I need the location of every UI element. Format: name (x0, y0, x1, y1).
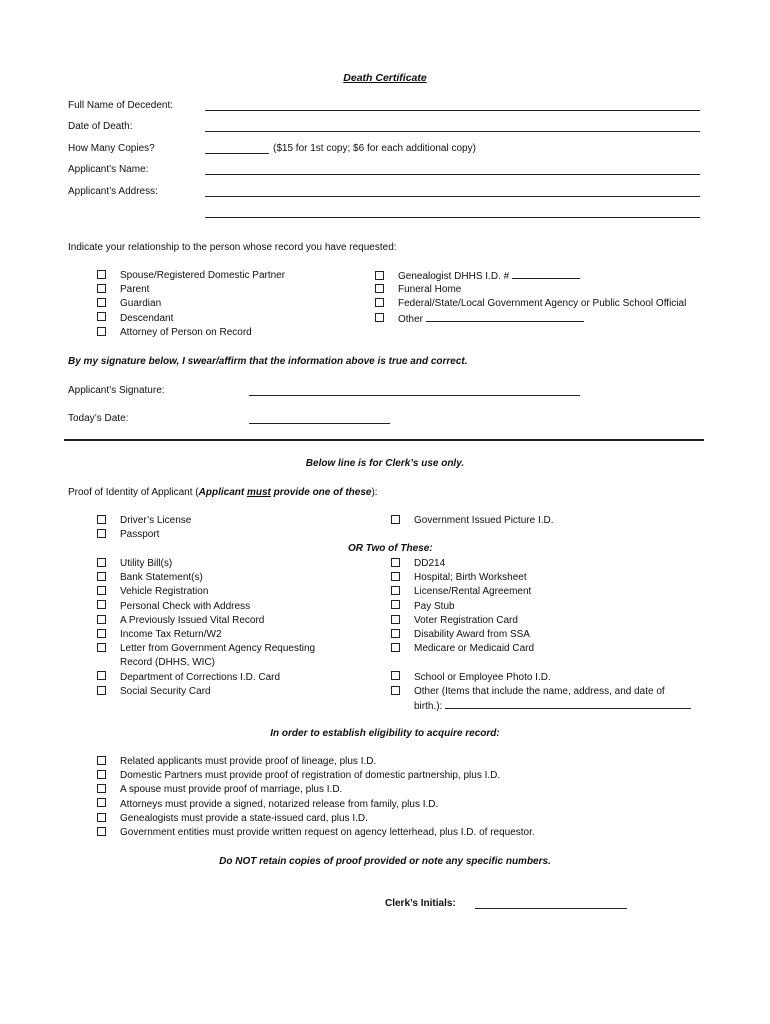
list-item[interactable]: Attorneys must provide a signed, notarized release from family, plus I.D. (97, 798, 535, 812)
checkbox[interactable] (97, 671, 106, 680)
list-item[interactable]: Utility Bill(s) (97, 557, 315, 571)
checkbox[interactable] (391, 515, 400, 524)
list-item[interactable]: Bank Statement(s) (97, 571, 315, 585)
section-divider (64, 439, 704, 441)
checkbox[interactable] (375, 271, 384, 280)
list-item[interactable]: Attorney of Person on Record (97, 326, 285, 340)
checkbox[interactable] (97, 515, 106, 524)
list-item[interactable]: Income Tax Return/W2 (97, 628, 315, 642)
relationship-prompt: Indicate your relationship to the person whose record you have requested: (68, 242, 397, 253)
signature-field[interactable] (249, 395, 580, 396)
checkbox[interactable] (97, 270, 106, 279)
checkbox[interactable] (391, 629, 400, 638)
other-id-field[interactable] (445, 699, 691, 709)
checkbox[interactable] (97, 529, 106, 538)
todays-date-label: Today’s Date: (68, 413, 129, 424)
clerk-initials-label: Clerk’s Initials: (385, 898, 456, 909)
list-item[interactable]: Descendant (97, 312, 285, 326)
checkbox[interactable] (97, 586, 106, 595)
list-item[interactable]: Genealogists must provide a state-issued card, plus I.D. (97, 812, 535, 826)
relationship-list-right (375, 269, 686, 326)
list-item[interactable]: School or Employee Photo I.D. (391, 671, 691, 685)
list-item[interactable]: A spouse must provide proof of marriage, plus I.D. (97, 783, 535, 797)
two-of-list-right (391, 557, 691, 713)
checkbox[interactable] (97, 572, 106, 581)
list-item[interactable]: Related applicants must provide proof of lineage, plus I.D. (97, 755, 535, 769)
list-item[interactable]: Government Issued Picture I.D. (391, 514, 554, 528)
copies-field[interactable] (205, 153, 269, 154)
decedent-name-field[interactable] (205, 110, 700, 111)
list-item[interactable]: Guardian (97, 297, 285, 311)
list-item-continuation: birth.): (391, 699, 691, 713)
list-item[interactable]: DD214 (391, 557, 691, 571)
checkbox[interactable] (391, 671, 400, 680)
list-item[interactable]: Other (375, 312, 686, 326)
list-item[interactable]: A Previously Issued Vital Record (97, 614, 315, 628)
checkbox[interactable] (97, 629, 106, 638)
applicant-address-field-1[interactable] (205, 196, 700, 197)
list-item[interactable]: Letter from Government Agency Requesting (97, 642, 315, 656)
one-of-list-right (391, 514, 554, 528)
list-item[interactable]: Government entities must provide written request on agency letterhead, plus I.D. of requestor. (97, 826, 535, 840)
list-item[interactable]: Medicare or Medicaid Card (391, 642, 691, 656)
checkbox[interactable] (97, 770, 106, 779)
checkbox[interactable] (97, 813, 106, 822)
date-of-death-label: Date of Death: (68, 121, 133, 132)
list-item[interactable]: Disability Award from SSA (391, 628, 691, 642)
applicant-name-label: Applicant’s Name: (68, 164, 149, 175)
list-item[interactable]: Genealogist DHHS I.D. # (375, 269, 686, 283)
checkbox[interactable] (97, 312, 106, 321)
checkbox[interactable] (375, 298, 384, 307)
relationship-list-left (97, 269, 285, 340)
checkbox[interactable] (97, 827, 106, 836)
list-item[interactable]: Parent (97, 283, 285, 297)
checkbox[interactable] (391, 615, 400, 624)
clerk-use-header: Below line is for Clerk’s use only. (305, 458, 465, 469)
page-title: Death Certificate (343, 72, 427, 84)
checkbox[interactable] (97, 327, 106, 336)
date-of-death-field[interactable] (205, 131, 700, 132)
list-item[interactable]: License/Rental Agreement (391, 585, 691, 599)
list-item[interactable]: Hospital; Birth Worksheet (391, 571, 691, 585)
checkbox[interactable] (97, 686, 106, 695)
list-item[interactable]: Spouse/Registered Domestic Partner (97, 269, 285, 283)
checkbox[interactable] (97, 784, 106, 793)
proof-of-identity-label: Proof of Identity of Applicant (Applicant must provide one of these): (68, 487, 378, 498)
eligibility-list (97, 755, 535, 840)
applicant-address-field-2[interactable] (205, 217, 700, 218)
checkbox[interactable] (391, 558, 400, 567)
list-item[interactable]: Federal/State/Local Government Agency or Public School Official (375, 297, 686, 311)
checkbox[interactable] (97, 615, 106, 624)
signature-label: Applicant’s Signature: (68, 385, 165, 396)
two-of-list-left (97, 557, 315, 699)
list-item[interactable]: Vehicle Registration (97, 585, 315, 599)
or-two-of-these-label: OR Two of These: (348, 543, 433, 554)
checkbox[interactable] (391, 686, 400, 695)
checkbox[interactable] (97, 558, 106, 567)
copies-label: How Many Copies? (68, 143, 155, 154)
checkbox[interactable] (97, 798, 106, 807)
checkbox[interactable] (391, 643, 400, 652)
list-spacer (391, 656, 691, 670)
genealogist-id-field[interactable] (512, 269, 580, 279)
list-item[interactable]: Passport (97, 528, 191, 542)
other-relationship-field[interactable] (426, 312, 584, 322)
checkbox[interactable] (391, 572, 400, 581)
decedent-name-label: Full Name of Decedent: (68, 100, 174, 111)
eligibility-header: In order to establish eligibility to acquire record: (270, 728, 500, 739)
checkbox[interactable] (97, 600, 106, 609)
retain-note: Do NOT retain copies of proof provided or note any specific numbers. (219, 856, 551, 867)
list-item[interactable]: Domestic Partners must provide proof of registration of domestic partnership, plus I.D. (97, 769, 535, 783)
copies-price-note: ($15 for 1st copy; $6 for each additional copy) (273, 143, 476, 154)
applicant-address-label: Applicant’s Address: (68, 186, 158, 197)
checkbox[interactable] (375, 313, 384, 322)
checkbox[interactable] (391, 586, 400, 595)
checkbox[interactable] (97, 284, 106, 293)
list-item[interactable]: Other (Items that include the name, address, and date of (391, 685, 691, 699)
list-item[interactable]: Driver’s License (97, 514, 191, 528)
list-item-continuation: Record (DHHS, WIC) (120, 657, 216, 669)
list-item[interactable]: Voter Registration Card (391, 614, 691, 628)
one-of-list-left (97, 514, 191, 542)
list-item[interactable]: Personal Check with Address (97, 600, 315, 614)
checkbox[interactable] (375, 284, 384, 293)
oath-statement: By my signature below, I swear/affirm that the information above is true and correct. (68, 356, 468, 367)
list-item[interactable]: Funeral Home (375, 283, 686, 297)
checkbox[interactable] (97, 756, 106, 765)
clerk-initials-field[interactable] (475, 908, 627, 909)
list-item[interactable]: Department of Corrections I.D. Card (97, 671, 315, 685)
list-item[interactable]: Social Security Card (97, 685, 315, 699)
checkbox[interactable] (391, 600, 400, 609)
applicant-name-field[interactable] (205, 174, 700, 175)
todays-date-field[interactable] (249, 423, 390, 424)
checkbox[interactable] (97, 298, 106, 307)
checkbox[interactable] (97, 643, 106, 652)
list-item[interactable]: Pay Stub (391, 600, 691, 614)
